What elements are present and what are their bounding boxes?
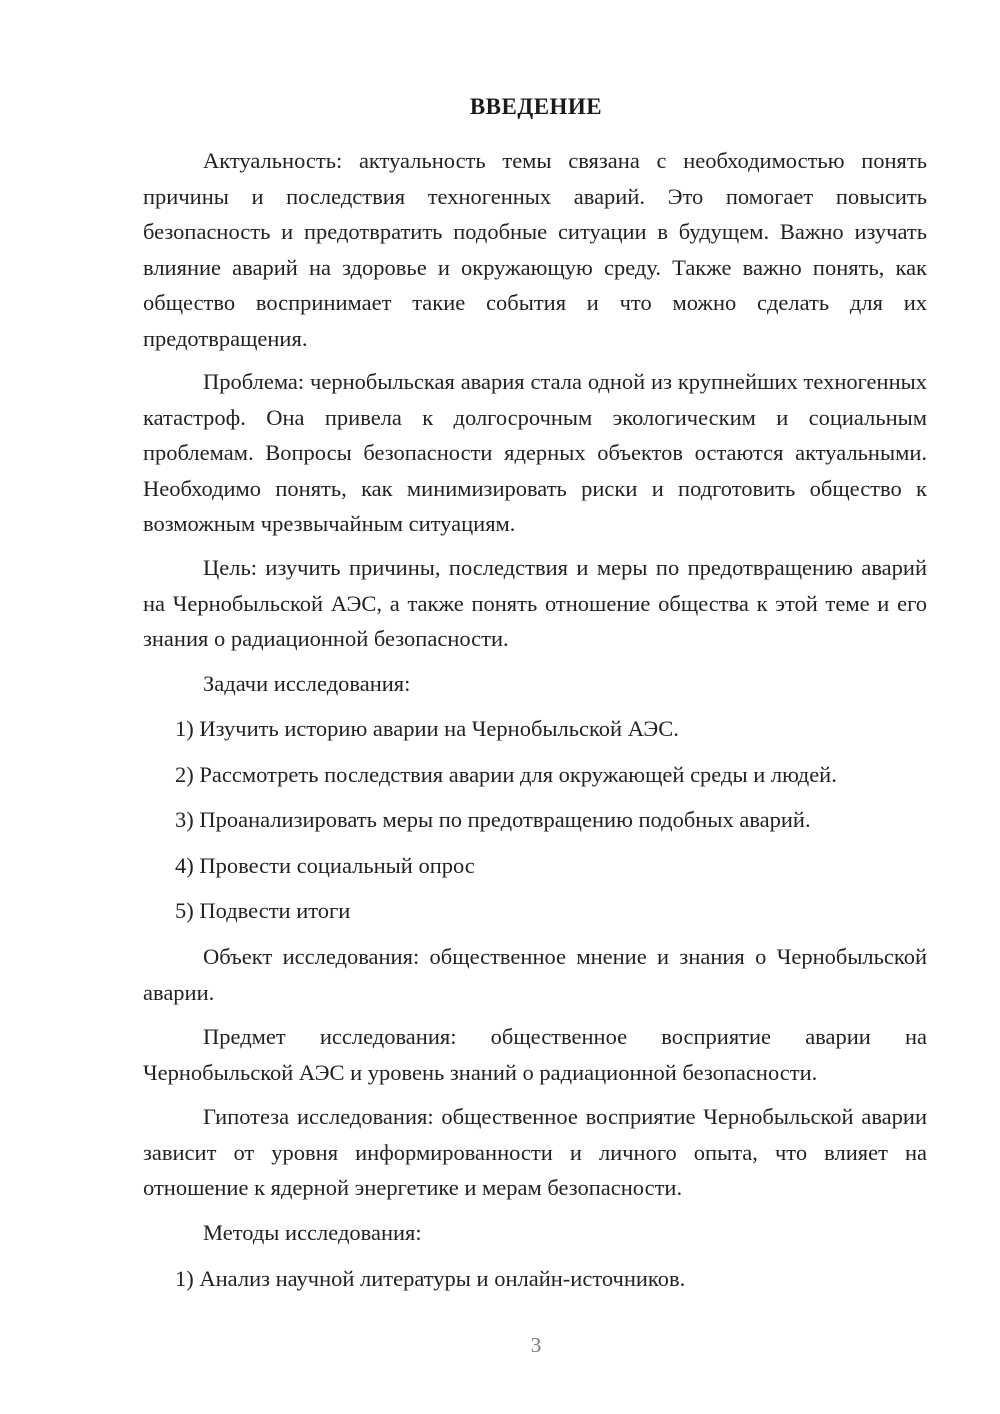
hypothesis-paragraph: Гипотеза исследования: общественное восприятие Чернобыльской аварии зависит от уровня информированности и личного опыта, что влияет на отношение к ядерной энергетике и мерам безопасности. — [143, 1104, 927, 1200]
task-item: 5) Подвести итоги — [175, 898, 351, 923]
page-number: 3 — [530, 1333, 542, 1357]
problem-paragraph: Проблема: чернобыльская авария стала одной из крупнейших техногенных катастроф. Она привела к долгосрочным экологическим и социальным проблемам. Вопросы безопасности ядерных объектов остаются актуальными. Необходимо понять, как минимизировать риски и подготовить общество к возможным чрезвычайным ситуациям. — [143, 369, 927, 536]
task-item: 3) Проанализировать меры по предотвращению подобных аварий. — [175, 807, 811, 832]
subject-paragraph: Предмет исследования: общественное восприятие аварии на Чернобыльской АЭС и уровень знаний о радиационной безопасности. — [143, 1024, 927, 1085]
relevance-paragraph: Актуальность: актуальность темы связана с необходимостью понять причины и последствия техногенных аварий. Это помогает повысить безопасность и предотвратить подобные ситуации в будущем. Важно изучать влияние аварий на здоровье и окружающую среду. Также важно понять, как общество воспринимает такие события и что можно сделать для их предотвращения. — [143, 148, 927, 351]
tasks-heading: Задачи исследования: — [203, 671, 411, 696]
methods-heading: Методы исследования: — [203, 1220, 422, 1245]
task-item: 1) Изучить историю аварии на Чернобыльской АЭС. — [175, 716, 679, 741]
page-title: ВВЕДЕНИЕ — [469, 94, 603, 119]
task-item: 2) Рассмотреть последствия аварии для окружающей среды и людей. — [175, 762, 837, 787]
object-paragraph: Объект исследования: общественное мнение и знания о Чернобыльской аварии. — [143, 944, 927, 1005]
goal-paragraph: Цель: изучить причины, последствия и меры по предотвращению аварий на Чернобыльской АЭС, а также понять отношение общества к этой теме и его знания о радиационной безопасности. — [143, 555, 927, 651]
task-item: 4) Провести социальный опрос — [175, 853, 475, 878]
method-item: 1) Анализ научной литературы и онлайн-источников. — [175, 1266, 686, 1291]
